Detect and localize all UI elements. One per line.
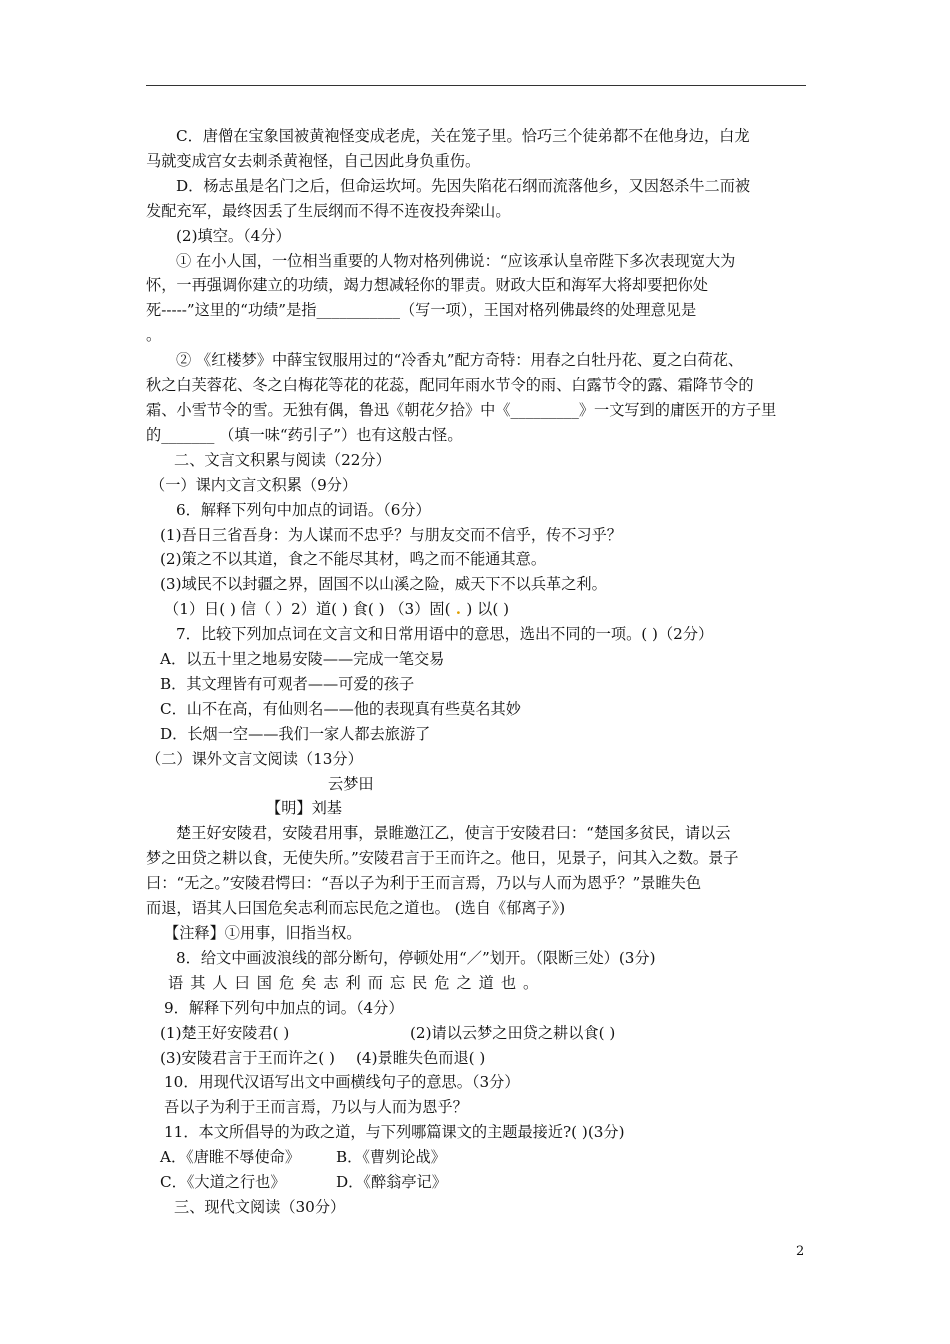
text-line: D．杨志虽是名门之后，但命运坎坷。先因失陷花石纲而流落他乡，又因怒杀牛二而被: [176, 176, 751, 195]
q9-item-3: (3)安陵君言于王而许之( ): [160, 1048, 335, 1067]
text-line: (2)策之不以其道，食之不能尽其材，鸣之而不能通其意。: [160, 550, 547, 569]
question-8: 8．给文中画波浪线的部分断句，停顿处用“／”划开。（限断三处）(3分): [176, 948, 656, 967]
option-d: D．长烟一空——我们一家人都去旅游了: [160, 724, 431, 743]
text-line: 秋之白芙蓉花、冬之白梅花等花的花蕊，配同年雨水节令的雨、白露节令的露、霜降节令的: [146, 376, 754, 395]
text-line: 马就变成宫女去刺杀黄袍怪，自己因此身负重伤。: [146, 151, 481, 170]
q9-item-2: (2)请以云梦之田贷之耕以食( ): [410, 1023, 616, 1042]
option-c: C．山不在高，有仙则名——他的表现真有些莫名其妙: [160, 699, 521, 718]
page-number: 2: [796, 1244, 805, 1259]
question-9-row-1: [146, 1021, 808, 1046]
document-body: [146, 124, 808, 1220]
annotation: 【注释】①用事，旧指当权。: [164, 924, 362, 942]
question-11: 11．本文所倡导的为政之道，与下列哪篇课文的主题最接近?( )(3分): [164, 1123, 625, 1142]
passage-line: 梦之田贷之耕以食，无使失所。”安陵君言于王而许之。他日，见景子，问其入之数。景子: [146, 849, 739, 868]
question-6: 6．解释下列句中加点的词语。（6分）: [176, 500, 431, 519]
section-heading: 三、现代文阅读（30分）: [174, 1197, 346, 1216]
text-line: (2)填空。（4分）: [176, 226, 291, 245]
text-line: 霜、小雪节令的雪。无独有偶，鲁迅《朝花夕拾》中《_________》一文写到的庸医开的方子里: [146, 400, 777, 419]
text-line: 死-----”这里的“功绩”是指___________（写一项），王国对格列佛最终的处理意见是: [146, 301, 697, 320]
text-line: ① 在小人国，一位相当重要的人物对格列佛说：“应该承认皇帝陛下多次表现宽大为: [176, 251, 736, 270]
blanks-part-2: ) 以( ): [466, 600, 510, 619]
text-line: 发配充军，最终因丢了生辰纲而不得不连夜投奔梁山。: [146, 201, 511, 220]
question-9-row-2: [146, 1046, 808, 1071]
question-7: 7．比较下列加点词在文言文和日常用语中的意思，选出不同的一项。( )（2分）: [176, 625, 714, 644]
text-line: C．唐僧在宝象国被黄袍怪变成老虎，关在笼子里。恰巧三个徒弟都不在他身边，白龙: [176, 127, 750, 145]
header-rule: [146, 85, 806, 86]
emphasis-dot-icon: .: [450, 600, 467, 619]
text-line: 的_______ （填一味“药引子”）也有这般古怪。: [146, 425, 463, 444]
section-heading: 二、文言文积累与阅读（22分）: [174, 450, 391, 469]
subsection-heading: （一）课内文言文积累（9分）: [150, 475, 358, 494]
question-10: 10．用现代汉语写出文中画横线句子的意思。（3分）: [164, 1073, 520, 1092]
passage-line: 楚王好安陵君，安陵君用事，景睢邀江乙，使言于安陵君曰：“楚国多贫民，请以云: [176, 824, 731, 843]
passage-author: 【明】刘基: [266, 799, 342, 818]
text-line: 怀，一再强调你建立的功绩，竭力想减轻你的罪责。财政大臣和海军大将却要把你处: [146, 276, 708, 295]
text-line: 。: [146, 326, 162, 345]
option-a: A．以五十里之地易安陵——完成一笔交易: [160, 650, 445, 669]
passage-title: 云梦田: [328, 774, 374, 793]
text-line: (1)吾日三省吾身：为人谋而不忠乎？与朋友交而不信乎，传不习乎？: [160, 525, 622, 544]
passage-line: 而退，语其人曰国危矣志利而忘民危之道也。 (选自《郁离子》): [146, 899, 566, 918]
q9-item-1: (1)楚王好安陵君( ): [160, 1023, 290, 1042]
question-9: 9．解释下列句中加点的词。（4分）: [164, 998, 404, 1017]
question-11-row-2: [146, 1170, 808, 1195]
sentence-to-punctuate: 语其人曰国危矣志利而忘民危之道也。: [168, 973, 546, 992]
sentence-to-translate: 吾以子为利于王而言焉，乃以与人而为恩乎？: [164, 1098, 468, 1117]
text-line: ② 《红楼梦》中薛宝钗服用过的“冷香丸”配方奇特：用春之白牡丹花、夏之白荷花、: [176, 351, 744, 370]
text-line: (3)域民不以封疆之界，固国不以山溪之险，威天下不以兵革之利。: [160, 575, 607, 594]
option-b: B．其文理皆有可观者——可爱的孩子: [160, 674, 415, 693]
q11-option-d: D．《醉翁亭记》: [336, 1173, 447, 1192]
q9-item-4: (4)景睢失色而退( ): [356, 1048, 486, 1067]
q11-option-b: B．《曹刿论战》: [336, 1148, 446, 1167]
q11-option-a: A．《唐睢不辱使命》: [160, 1148, 301, 1167]
blanks-part-1: （1）日( ) 信（ ）2）道( ) 食( ) （3）固(: [164, 600, 451, 619]
subsection-heading: （二）课外文言文阅读（13分）: [146, 749, 363, 768]
answer-blanks: [146, 597, 808, 622]
q11-option-c: C．《大道之行也》: [160, 1173, 286, 1192]
passage-line: 曰：“无之。”安陵君愕曰：“吾以子为利于王而言焉，乃以与人而为恩乎？”景睢失色: [146, 874, 702, 893]
question-11-row-1: [146, 1145, 808, 1170]
